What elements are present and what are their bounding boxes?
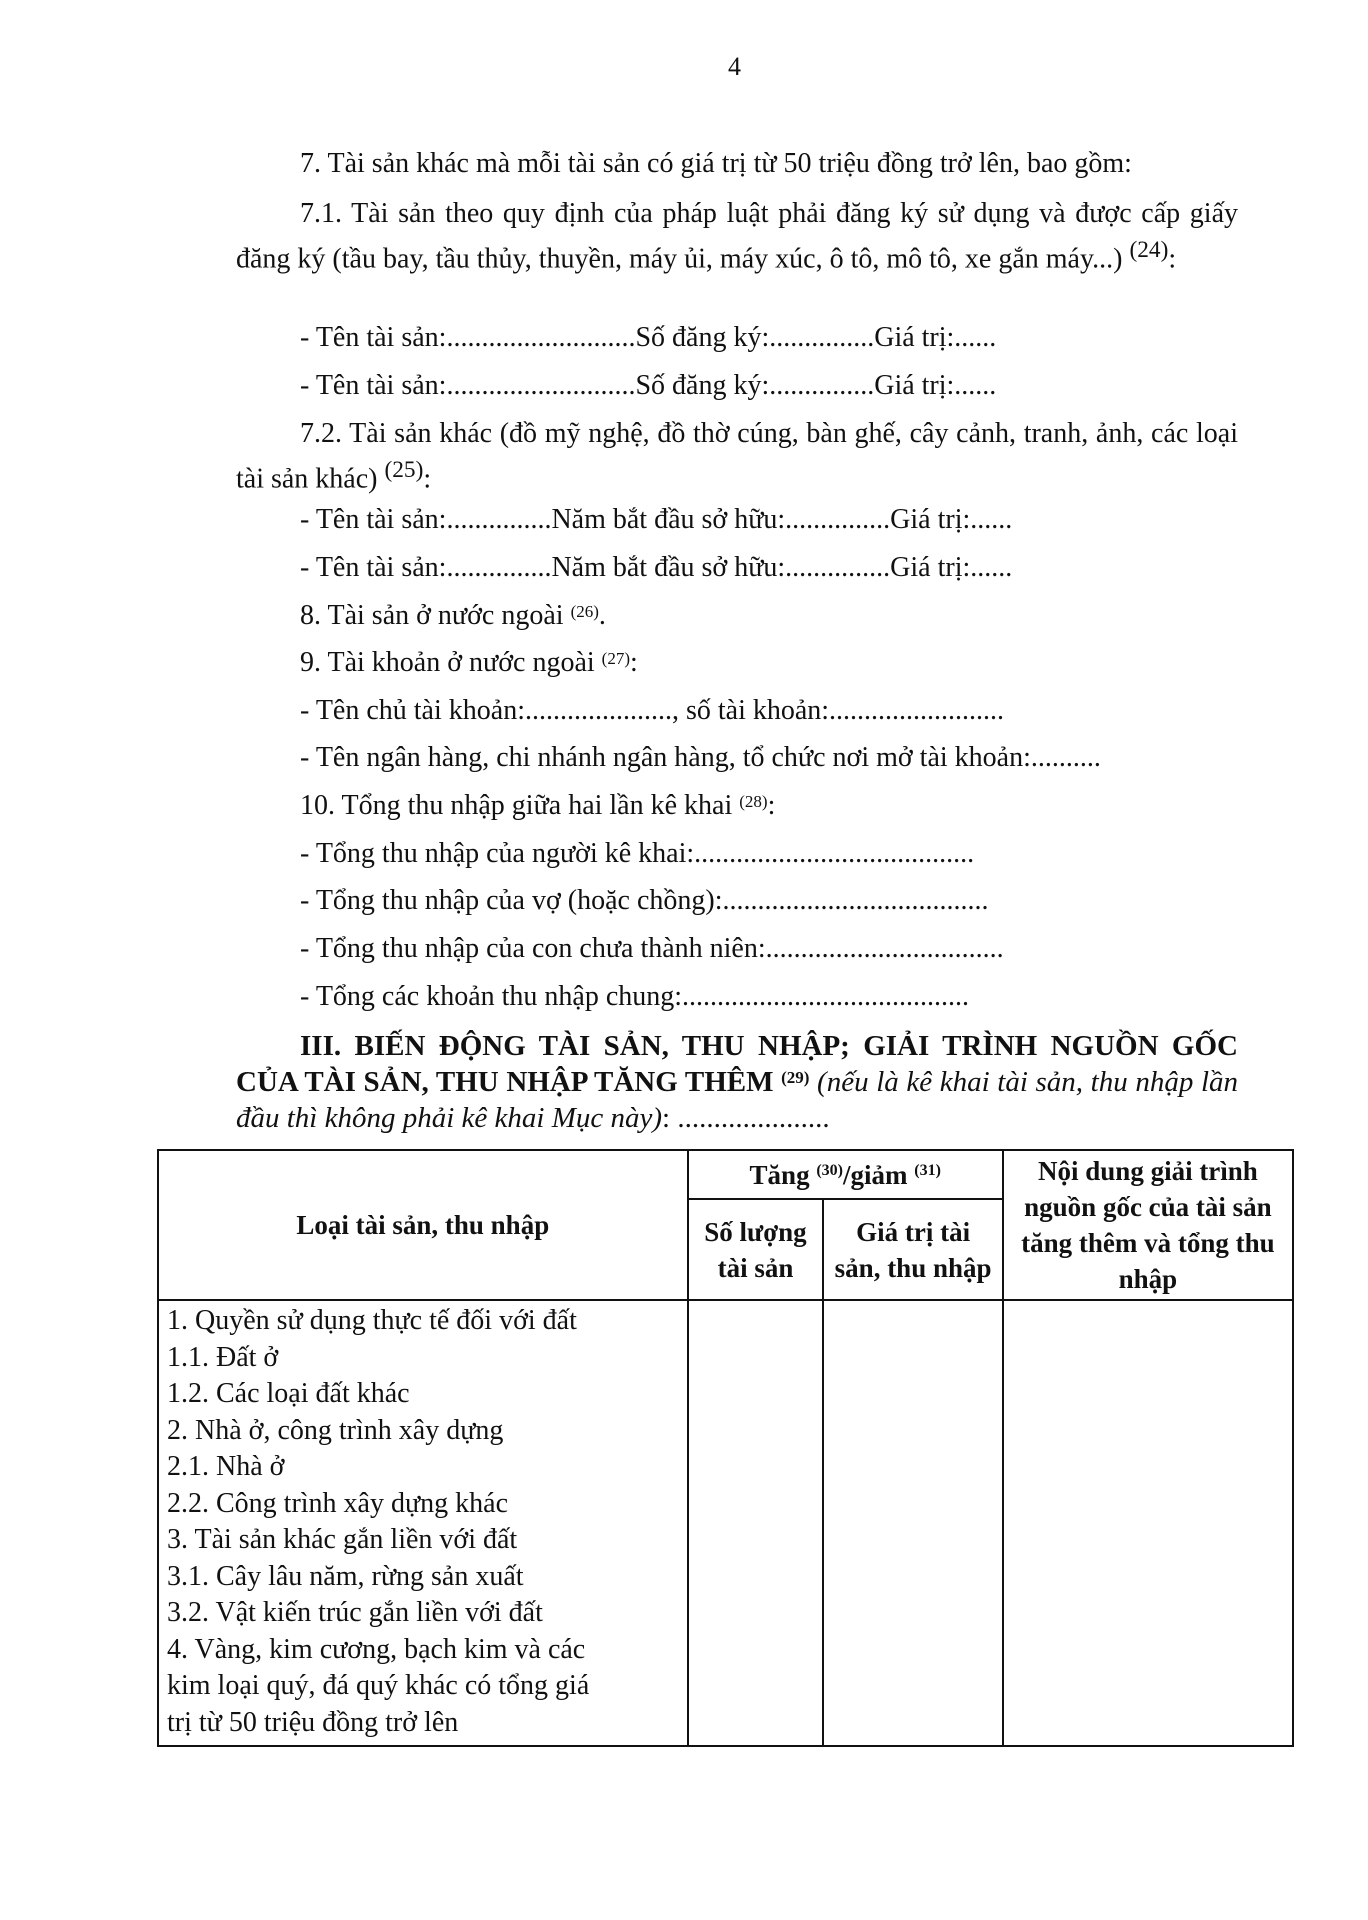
item9-label: 9. Tài khoản ở nước ngoài — [300, 647, 595, 678]
col-header-increase: Tăng — [749, 1159, 810, 1190]
page-number: 4 — [728, 52, 741, 81]
col-header-asset-type: Loại tài sản, thu nhập — [158, 1150, 688, 1300]
section3-title: III. BIẾN ĐỘNG TÀI SẢN, THU NHẬP; GIẢI TRÌNH NGUỒN GỐC CỦA TÀI SẢN, THU NHẬP TĂNG THÊM — [236, 1030, 1238, 1098]
quantity-cell — [688, 1300, 824, 1746]
income-minor-children-line: - Tổng thu nhập của con chưa thành niên:.................................. — [300, 933, 1004, 964]
list-item: trị từ 50 triệu đồng trở lên — [167, 1706, 459, 1738]
footnote-ref-24: (24) — [1129, 237, 1169, 263]
footnote-ref-30: (30) — [816, 1161, 843, 1179]
col-header-explanation: Nội dung giải trình nguồn gốc của tài sản tăng thêm và tổng thu nhập — [1003, 1150, 1293, 1300]
list-item: kim loại quý, đá quý khác có tổng giá — [167, 1670, 590, 1701]
list-item: 2.1. Nhà ở — [167, 1451, 285, 1482]
asset-change-table — [157, 1149, 1294, 1747]
registered-asset-line-1: - Tên tài sản:...........................Số đăng ký:...............Giá trị:...... — [300, 322, 997, 353]
section3-note: (nếu là kê khai tài sản, thu nhập lần đầu thì không phải kê khai Mục này) — [236, 1066, 1238, 1134]
item7-1-body: 7.1. Tài sản theo quy định của pháp luật phải đăng ký sử dụng và được cấp giấy đăng ký (tầu bay, tầu thủy, thuyền, máy ủi, máy xúc, ô tô, mô tô, xe gắn máy...) — [236, 198, 1238, 275]
item7-2-body: 7.2. Tài sản khác (đồ mỹ nghệ, đồ thờ cúng, bàn ghế, cây cảnh, tranh, ảnh, các loại tài sản khác) — [236, 418, 1238, 495]
item8-text — [300, 598, 606, 634]
other-asset-line-2: - Tên tài sản:...............Năm bắt đầu sở hữu:...............Giá trị:...... — [300, 552, 1013, 583]
income-declarant-line: - Tổng thu nhập của người kê khai:........................................ — [300, 838, 975, 869]
explanation-cell — [1003, 1300, 1293, 1746]
item7-1-text — [236, 196, 1238, 277]
list-item: 3.2. Vật kiến trúc gắn liền với đất — [167, 1597, 543, 1628]
registered-asset-line-2: - Tên tài sản:...........................Số đăng ký:...............Giá trị:...... — [300, 370, 997, 401]
list-item: 2. Nhà ở, công trình xây dựng — [167, 1414, 504, 1446]
item8-period: . — [598, 600, 606, 631]
list-item: 3.1. Cây lâu năm, rừng sản xuất — [167, 1560, 524, 1592]
income-spouse-line: - Tổng thu nhập của vợ (hoặc chồng):...................................... — [300, 885, 989, 916]
other-asset-line-1: - Tên tài sản:...............Năm bắt đầu sở hữu:...............Giá trị:...... — [300, 504, 1013, 535]
col-header-quantity: Số lượng tài sản — [688, 1199, 824, 1300]
footnote-ref-27: (27) — [601, 649, 630, 668]
value-cell — [823, 1300, 1003, 1746]
asset-type-list — [158, 1300, 688, 1746]
list-item: 2.2. Công trình xây dựng khác — [167, 1487, 509, 1519]
footnote-ref-31: (31) — [914, 1161, 941, 1179]
item9-colon: : — [629, 647, 638, 678]
footnote-ref-26: (26) — [570, 602, 599, 621]
footnote-ref-25: (25) — [384, 457, 424, 483]
section3-heading — [236, 1028, 1238, 1136]
item10-text — [300, 788, 775, 824]
account-owner-line: - Tên chủ tài khoản:....................., số tài khoản:......................... — [300, 695, 1005, 726]
col-header-change — [688, 1150, 1003, 1199]
col-header-decrease: /giảm — [842, 1159, 908, 1190]
list-item: 1. Quyền sử dụng thực tế đối với đất — [167, 1305, 577, 1336]
list-item: 4. Vàng, kim cương, bạch kim và các — [167, 1633, 586, 1665]
section3-tail: : ..................... — [662, 1102, 830, 1134]
bank-line: - Tên ngân hàng, chi nhánh ngân hàng, tổ chức nơi mở tài khoản:.......... — [300, 742, 1101, 773]
list-item: 3. Tài sản khác gắn liền với đất — [167, 1524, 518, 1555]
item7-title: 7. Tài sản khác mà mỗi tài sản có giá trị từ 50 triệu đồng trở lên, bao gồm: — [300, 148, 1132, 179]
col-header-value: Giá trị tài sản, thu nhập — [823, 1199, 1003, 1300]
item10-label: 10. Tổng thu nhập giữa hai lần kê khai — [300, 790, 733, 821]
item8-label: 8. Tài sản ở nước ngoài — [300, 600, 564, 631]
income-common-line: - Tổng các khoản thu nhập chung:......................................... — [300, 981, 970, 1012]
list-item: 1.2. Các loại đất khác — [167, 1378, 410, 1409]
footnote-ref-28: (28) — [739, 792, 768, 811]
item10-colon: : — [767, 790, 776, 821]
item7-1-colon: : — [1168, 243, 1177, 275]
footnote-ref-29: (29) — [781, 1068, 810, 1087]
item7-2-text — [236, 416, 1238, 497]
item7-2-colon: : — [423, 463, 432, 495]
item9-text — [300, 645, 638, 681]
table-row — [158, 1300, 1293, 1746]
list-item: 1.1. Đất ở — [167, 1341, 279, 1373]
